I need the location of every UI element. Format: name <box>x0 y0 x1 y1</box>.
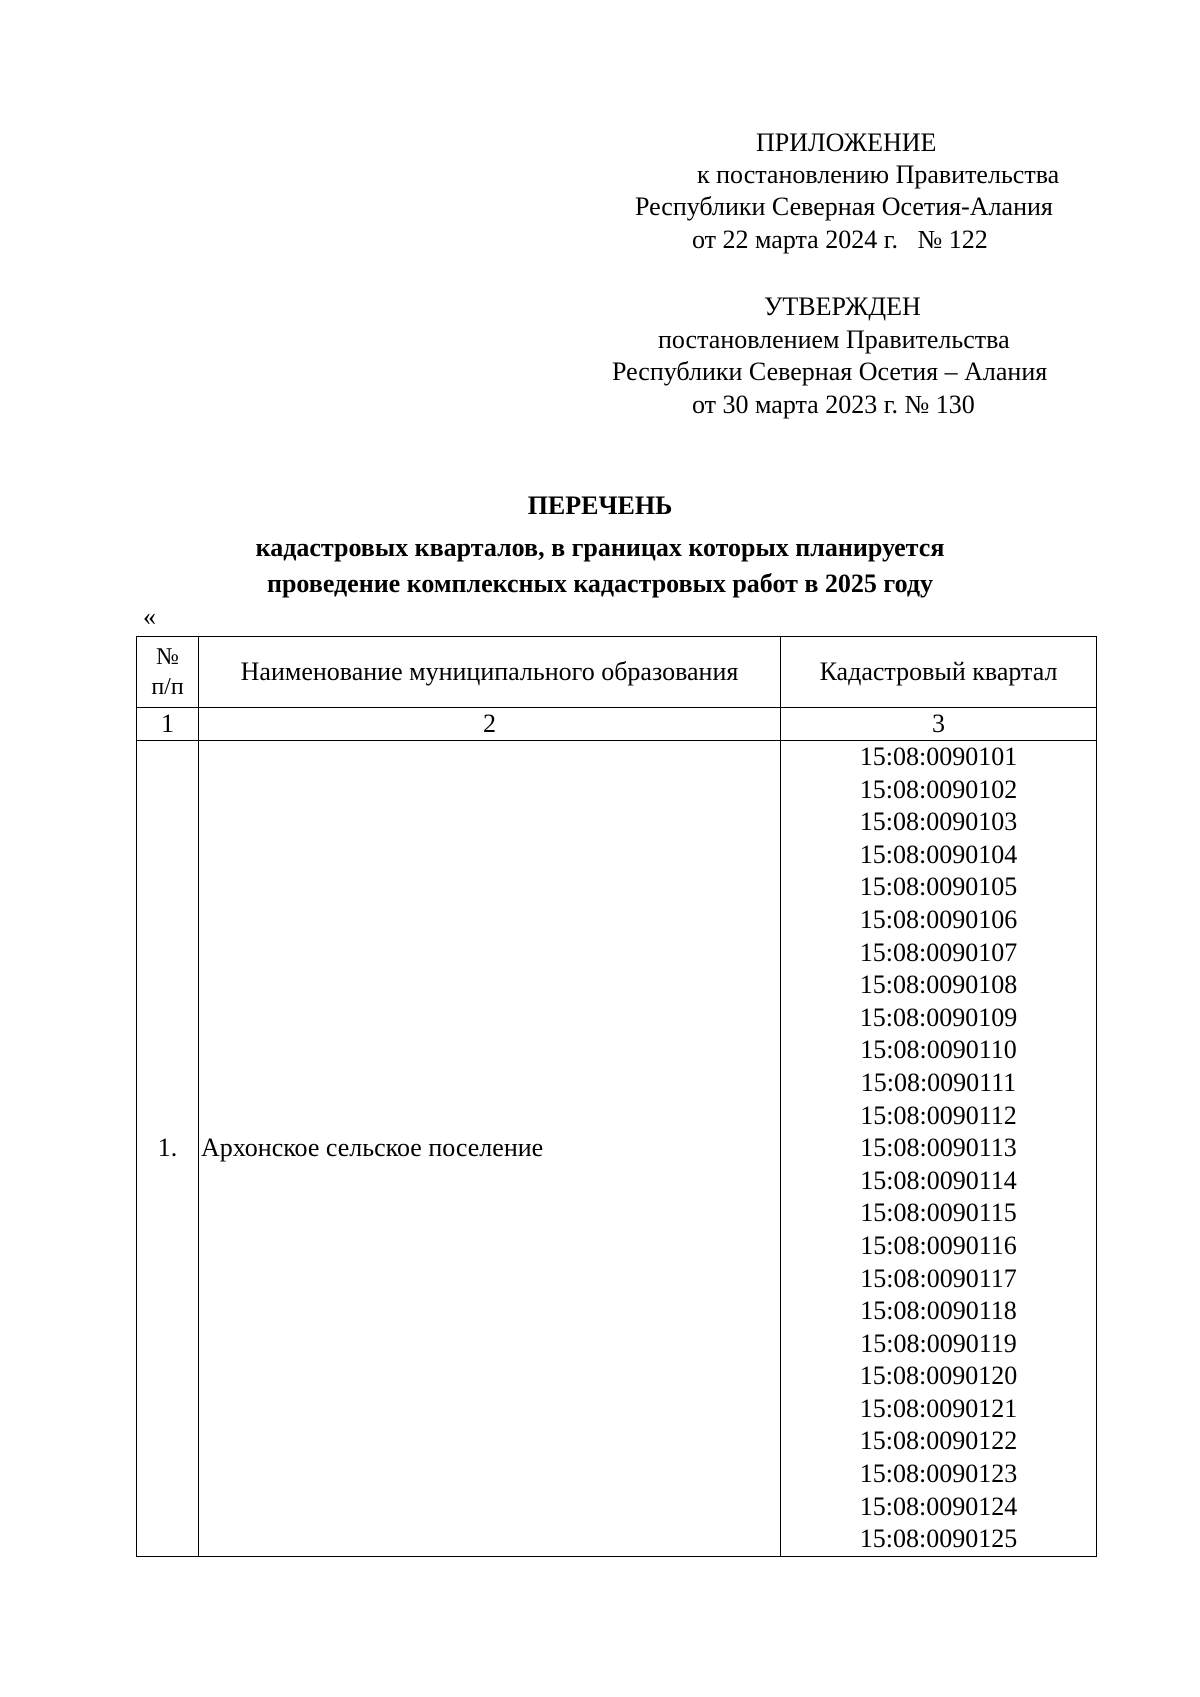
cadastral-quarter: 15:08:0090104 <box>859 839 1018 869</box>
cadastral-quarter: 15:08:0090115 <box>860 1198 1017 1228</box>
appendix-line-1: к постановлению Правительства <box>697 160 1060 189</box>
approved-date: от 30 марта 2023 г. № 130 <box>692 390 975 419</box>
column-number-2: 2 <box>199 708 781 741</box>
cadastral-quarter: 15:08:0090120 <box>859 1361 1018 1391</box>
list-subtitle-line-1: кадастровых кварталов, в границах которых планируется <box>255 533 945 562</box>
cadastral-quarter: 15:08:0090122 <box>859 1426 1018 1456</box>
opening-quote-mark: « <box>143 602 156 631</box>
cadastral-quarter: 15:08:0090112 <box>860 1100 1017 1130</box>
cadastral-quarter: 15:08:0090102 <box>859 774 1018 804</box>
cadastral-quarter: 15:08:0090121 <box>859 1393 1018 1423</box>
cadastral-quarter: 15:08:0090106 <box>859 904 1018 934</box>
cadastral-quarter: 15:08:0090107 <box>859 937 1018 967</box>
column-number-row <box>137 708 1097 741</box>
cadastral-quarter: 15:08:0090118 <box>860 1296 1017 1326</box>
appendix-title: ПРИЛОЖЕНИЕ <box>756 128 937 157</box>
header-number-line-1: № <box>156 644 179 670</box>
cadastral-quarter: 15:08:0090119 <box>860 1328 1017 1358</box>
approved-line-1: постановлением Правительства <box>658 325 1010 354</box>
cadastral-quarter: 15:08:0090117 <box>860 1263 1017 1293</box>
cadastral-quarter: 15:08:0090125 <box>859 1524 1018 1554</box>
header-number-line-2: п/п <box>151 674 184 700</box>
cadastral-quarter: 15:08:0090103 <box>859 807 1018 837</box>
cadastral-quarter: 15:08:0090123 <box>859 1459 1018 1489</box>
list-subtitle-line-2: проведение комплексных кадастровых работ в 2025 году <box>266 569 933 598</box>
cadastral-quarter: 15:08:0090105 <box>859 872 1018 902</box>
header-number <box>137 637 199 708</box>
row-number: 1. <box>137 741 199 1557</box>
appendix-line-2: Республики Северная Осетия-Алания <box>635 192 1053 221</box>
column-number-1: 1 <box>137 708 199 741</box>
municipality-name: Архонское сельское поселение <box>199 741 781 1557</box>
cadastral-quarter: 15:08:0090101 <box>859 742 1018 771</box>
list-title: ПЕРЕЧЕНЬ <box>527 491 673 520</box>
cadastral-quarter: 15:08:0090108 <box>859 970 1018 1000</box>
table-row <box>137 741 1097 1557</box>
column-number-3: 3 <box>781 708 1097 741</box>
cadastral-quarter: 15:08:0090124 <box>859 1491 1018 1521</box>
appendix-date: от 22 марта 2024 г. № 122 <box>692 225 988 254</box>
approved-line-2: Республики Северная Осетия – Алания <box>612 357 1048 386</box>
cadastral-quarter: 15:08:0090114 <box>860 1165 1017 1195</box>
header-municipality: Наименование муниципального образования <box>199 637 781 708</box>
cadastral-quarter: 15:08:0090111 <box>860 1067 1017 1097</box>
header-cadastral-quarter: Кадастровый квартал <box>781 637 1097 708</box>
cadastral-quarter: 15:08:0090109 <box>859 1002 1018 1032</box>
approved-title: УТВЕРЖДЕН <box>764 292 921 321</box>
cadastral-quarters-cell <box>781 741 1097 1557</box>
cadastral-quarter: 15:08:0090113 <box>860 1133 1017 1163</box>
table-header-row <box>137 637 1097 708</box>
cadastral-quarters-table <box>136 636 1097 1557</box>
cadastral-quarter: 15:08:0090110 <box>860 1035 1017 1065</box>
cadastral-quarter: 15:08:0090116 <box>860 1230 1017 1260</box>
